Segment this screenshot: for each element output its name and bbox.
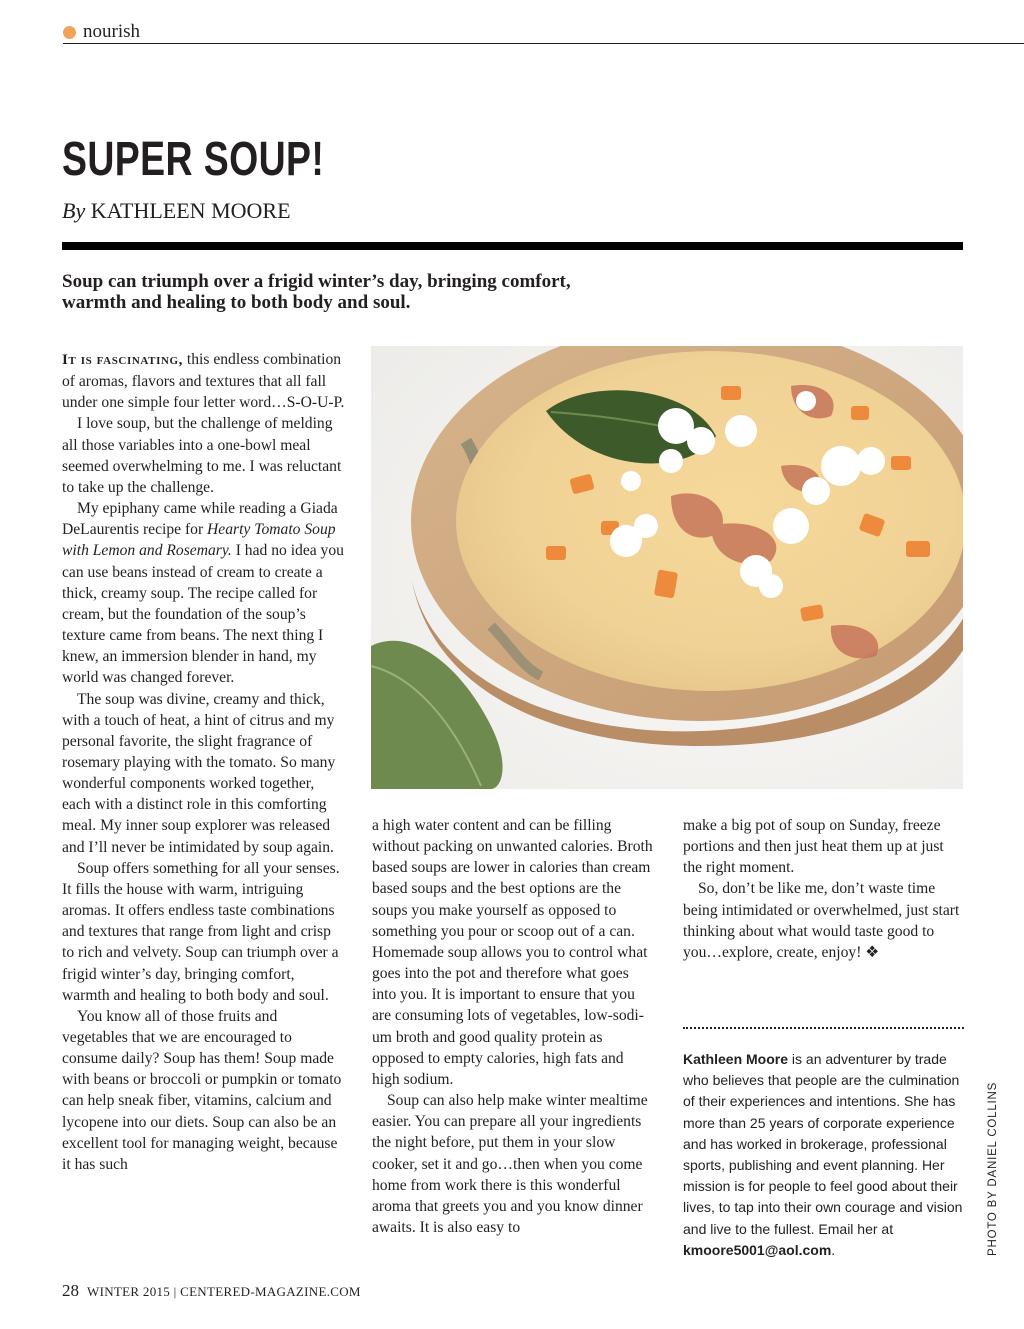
- body-paragraph: make a big pot of soup on Sunday, freeze portions and then just heat them up at just the right moment.: [683, 817, 944, 877]
- body-paragraph: a high water content and can be filling without packing on unwanted calories. Broth based soups are lower in calories than cream based soups and the best options are the soups you make yourself as opposed to something you pour or scoop out of a can. Homemade soup allows you to control what goes into the pot and therefore what goes into you. It is important to ensure that you are consuming lots of vegetables, low-sodium broth and good quality protein as opposed to empty calories, high fats and high sodium.: [372, 817, 653, 1088]
- body-column-3: [683, 815, 964, 963]
- body-paragraph: Soup offers something for all your senses. It fills the house with warm, intriguing aromas. It offers endless taste combinations and textures that range from light and crisp to rich and velvety. Soup can triumph over a frigid winter’s day, bringing comfort, warmth and healing to both body and soul.: [62, 859, 340, 1004]
- bio-email: kmoore5001@aol.com: [683, 1241, 832, 1258]
- body-paragraph: My epiphany came while reading a Giada DeLaurentis recipe for Hearty Tomato Soup with Lemon and Rosemary. I had no idea you can use beans instead of cream to create a thick, creamy soup. The recipe called for cream, but the foundation of the soup’s texture came from beans. The next thing I knew, an immersion blender in hand, my world was changed forever.: [62, 500, 344, 687]
- photo-credit: PHOTO BY DANIEL COLLINS: [987, 1081, 999, 1256]
- byline-prefix: By: [62, 198, 86, 223]
- body-column-2: [372, 815, 654, 1238]
- body-paragraph: You know all of those fruits and vegetables that we are encouraged to consume daily? Soup has them! Soup made with beans or broccoli or pumpkin or tomato can help sneak fiber, vitamins, calcium and lycopene into our diets. Soup can also be an excellent tool for managing weight, because it has such: [62, 1007, 342, 1173]
- page-footer: [62, 1281, 361, 1301]
- section-label: nourish: [83, 21, 140, 42]
- article-title: SUPER SOUP!: [62, 133, 325, 186]
- body-paragraph: I love soup, but the challenge of melding all those variables into a one-bowl meal seemed overwhelming to me. I was reluctant to take up the challenge.: [62, 415, 342, 496]
- title-rule: [62, 242, 963, 250]
- body-paragraph: It is fascinating, this endless combination of aromas, flavors and textures that all fall under one simple four letter word…S-O-U-P.: [62, 351, 345, 412]
- body-column-1: [62, 349, 345, 1175]
- body-paragraph: So, don’t be like me, don’t waste time being intimidated or overwhelmed, just start thinking about what would taste good to you…explore, create, enjoy! ❖: [683, 880, 960, 961]
- body-paragraph: Soup can also help make winter mealtime easier. You can prepare all your ingredients the night before, put them in your slow cooker, set it and go…then when you come home from work there is this wonderful aroma that greets you and you know dinner awaits. It is also easy to: [372, 1092, 648, 1236]
- body-paragraph: The soup was divine, creamy and thick, with a touch of heat, a hint of citrus and my personal favorite, the slight fragrance of rosemary playing with the tomato. So many wonderful components worked together, each with a distinct role in this comforting meal. My inner soup explorer was released and I’ll never be intimidated by soup again.: [62, 690, 336, 856]
- byline: [62, 197, 291, 225]
- page-number: 28: [62, 1281, 79, 1300]
- end-mark-icon: ❖: [865, 943, 880, 961]
- recipe-title: Hearty Tomato Soup with Lemon and Rosemary.: [62, 521, 336, 560]
- soup-photo: [371, 346, 963, 789]
- issue-line: WINTER 2015 | CENTERED-MAGAZINE.COM: [87, 1284, 361, 1299]
- section-bullet: [63, 26, 76, 39]
- article-deck: Soup can triumph over a frigid winter’s day, bringing comfort, warmth and healing to both body and soul.: [62, 271, 571, 313]
- lead-in: It is fascinating,: [62, 352, 184, 368]
- bio-name: Kathleen Moore: [683, 1051, 789, 1067]
- bio-divider: [683, 1027, 964, 1029]
- author-name: KATHLEEN MOORE: [90, 198, 291, 223]
- header-rule: [63, 43, 1024, 44]
- author-bio: Kathleen Moore is an adventurer by trade who believes that people are the culmination of their experiences and intentions. She has more than 25 years of corporate experience and has worked in brokerage, professional sports, publishing and event planning. Her mission is for people to feel good about their lives, to tap into their own courage and vision and live to the fullest. Email her at kmoore5001@aol.com.: [683, 1051, 963, 1258]
